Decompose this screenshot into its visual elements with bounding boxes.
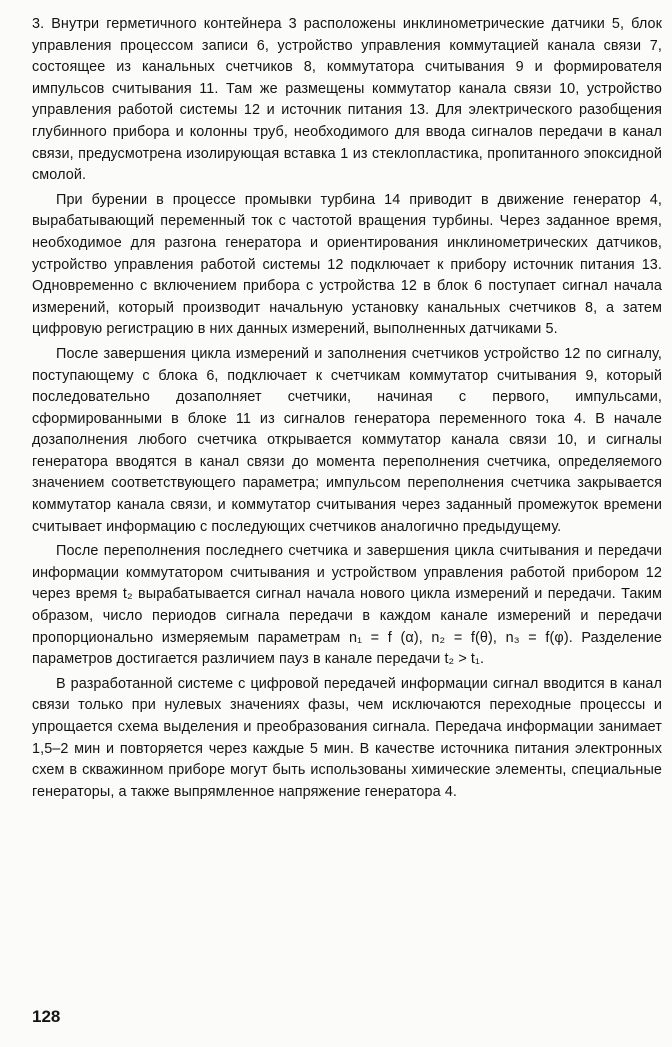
paragraph-measurement-cycle: После завершения цикла измерений и заполнения счетчиков устройство 12 по сигналу, поступающему с блока 6, подключает к счетчикам коммутатор считывания 9, который последовательно дозаполняет счетчики, начиная с первого, импульсами, сформированными в блоке 11 из сигналов генератора переменного тока 4. В начале дозаполнения любого счетчика открывается коммутатор канала связи 10, и сигналы генератора вводятся в канал связи до момента переполнения счетчика, определяемого значением соответствующего параметра; импульсом переполнения счетчика закрывается коммутатор канала связи, и коммутатор считывания через заданный промежуток времени считывает информацию с последующих счетчиков аналогично предыдущему. bbox=[32, 345, 662, 535]
paragraph-item-3: 3. Внутри герметичного контейнера 3 расположены инклинометрические датчики 5, блок управления процессом записи 6, устройство управления коммутацией канала связи 7, состоящее из канальных счетчиков 8, коммутатора считывания 9 и формирователя импульсов считывания 11. Там же размещены коммутатор канала связи 10, устройство управления работой системы 12 и источник питания 13. Для электрического разобщения глубинного прибора и колонны труб, необходимого для ввода сигналов передачи в канал связи, предусмотрена изолирующая вставка 1 из стеклопластика, пропитанного эпоксидной смолой. bbox=[32, 16, 662, 184]
paragraph-counter-overflow: После переполнения последнего счетчика и завершения цикла считывания и передачи информации коммутатором считывания и устройством управления работой прибором 12 через время t₂ вырабатывается сигнал начала нового цикла измерений и передачи. Таким образом, число периодов сигнала передачи в каждом канале измерений и передачи пропорционально измеряемым параметрам n₁ = f (α), n₂ = f(θ), n₃ = f(φ). Разделение параметров достигается различием пауз в канале передачи t₂ > t₁. bbox=[32, 543, 662, 668]
body-text bbox=[32, 14, 662, 806]
paragraph-drilling-process: При бурении в процессе промывки турбина 14 приводит в движение генератор 4, вырабатывающий переменный ток с частотой вращения турбины. Через заданное время, необходимое для разгона генератора и ориентирования инклинометрических датчиков, устройство управления работой системы 12 подключает к прибору источник питания 13. Одновременно с включением прибора с устройства 12 в блок 6 поступает сигнал начала измерений, который производит начальную установку канальных счетчиков 8, а затем цифровую регистрацию в них данных измерений, выполненных датчиками 5. bbox=[32, 191, 662, 338]
page-number: 128 bbox=[32, 1007, 61, 1026]
paragraph-digital-transmission: В разработанной системе с цифровой передачей информации сигнал вводится в канал связи только при нулевых значениях фазы, чем исключаются переходные процессы и упрощается схема выделения и преобразования сигнала. Передача информации занимает 1,5–2 мин и повторяется через каждые 5 мин. В качестве источника питания электронных схем в скважинном приборе могут быть использованы химические элементы, специальные генераторы, а также выпрямленное напряжение генератора 4. bbox=[32, 675, 662, 800]
